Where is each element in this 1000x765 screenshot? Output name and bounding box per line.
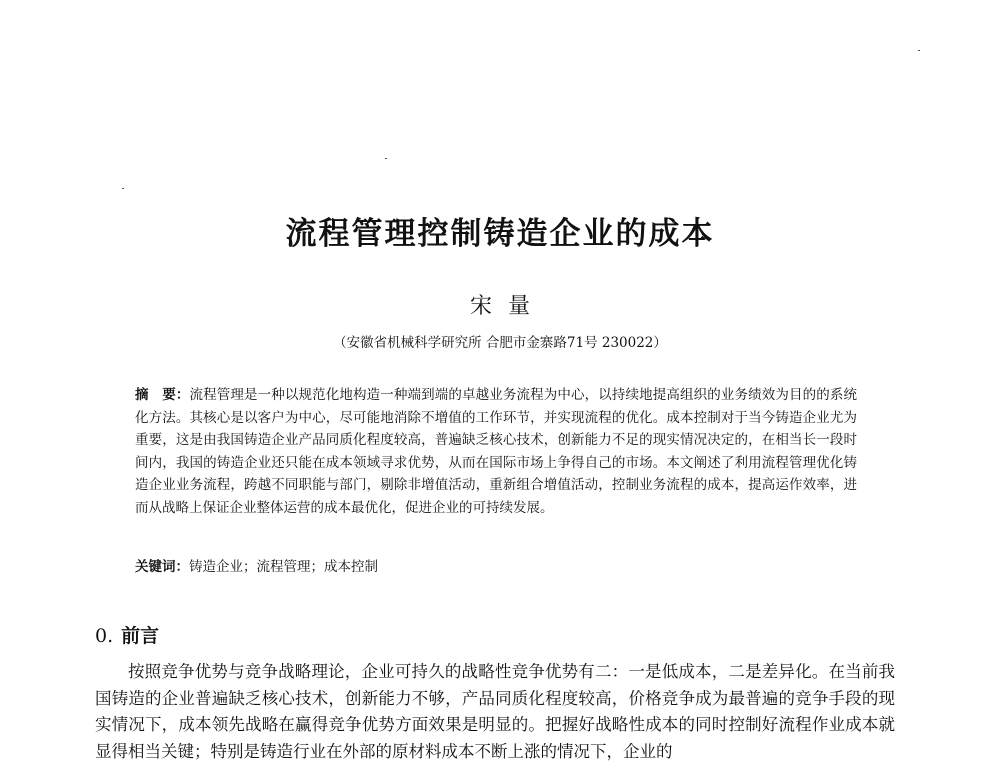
section-number: 0.	[95, 625, 114, 647]
abstract-label: 摘 要：	[135, 387, 190, 403]
keywords-label: 关键词：	[135, 559, 189, 575]
section-heading	[95, 622, 159, 650]
abstract	[135, 384, 857, 519]
abstract-text: 流程管理是一种以规范化地构造一种端到端的卓越业务流程为中心，以持续地提高组织的业务绩效为目的的系统化方法。其核心是以客户为中心，尽可能地消除不增值的工作环节，并实现流程的优化。成本控制对于当今铸造企业尤为重要，这是由我国铸造企业产品同质化程度较高，普遍缺乏核心技术，创新能力不足的现实情况决定的，在相当长一段时间内，我国的铸造企业还只能在成本领域寻求优势，从而在国际市场上争得自己的市场。本文阐述了利用流程管理优化铸造企业业务流程，跨越不同职能与部门，剔除非增值活动，重新组合增值活动，控制业务流程的成本，提高运作效率，进而从战略上保证企业整体运营的成本最优化，促进企业的可持续发展。	[135, 387, 857, 516]
section-title: 前言	[121, 625, 160, 647]
keywords	[135, 556, 857, 578]
scan-speck	[122, 188, 124, 189]
keywords-text: 铸造企业；流程管理；成本控制	[189, 559, 378, 575]
author-name: 宋量	[469, 294, 546, 319]
author-affiliation: （安徽省机械科学研究所 合肥市金寨路71号 230022）	[333, 335, 667, 351]
scan-speck	[918, 50, 920, 51]
paper-title: 流程管理控制铸造企业的成本	[285, 216, 715, 252]
section-body: 按照竞争优势与竞争战略理论，企业可持久的战略性竞争优势有二：一是低成本，二是差异化。在当前我国铸造的企业普遍缺乏核心技术，创新能力不够，产品同质化程度较高，价格竞争成为最普遍的竞争手段的现实情况下，成本领先战略在赢得竞争优势方面效果是明显的。把握好战略性成本的同时控制好流程作业成本就显得相当关键；特别是铸造行业在外部的原材料成本不断上涨的情况下，企业的	[95, 662, 895, 761]
scan-speck	[385, 158, 387, 159]
